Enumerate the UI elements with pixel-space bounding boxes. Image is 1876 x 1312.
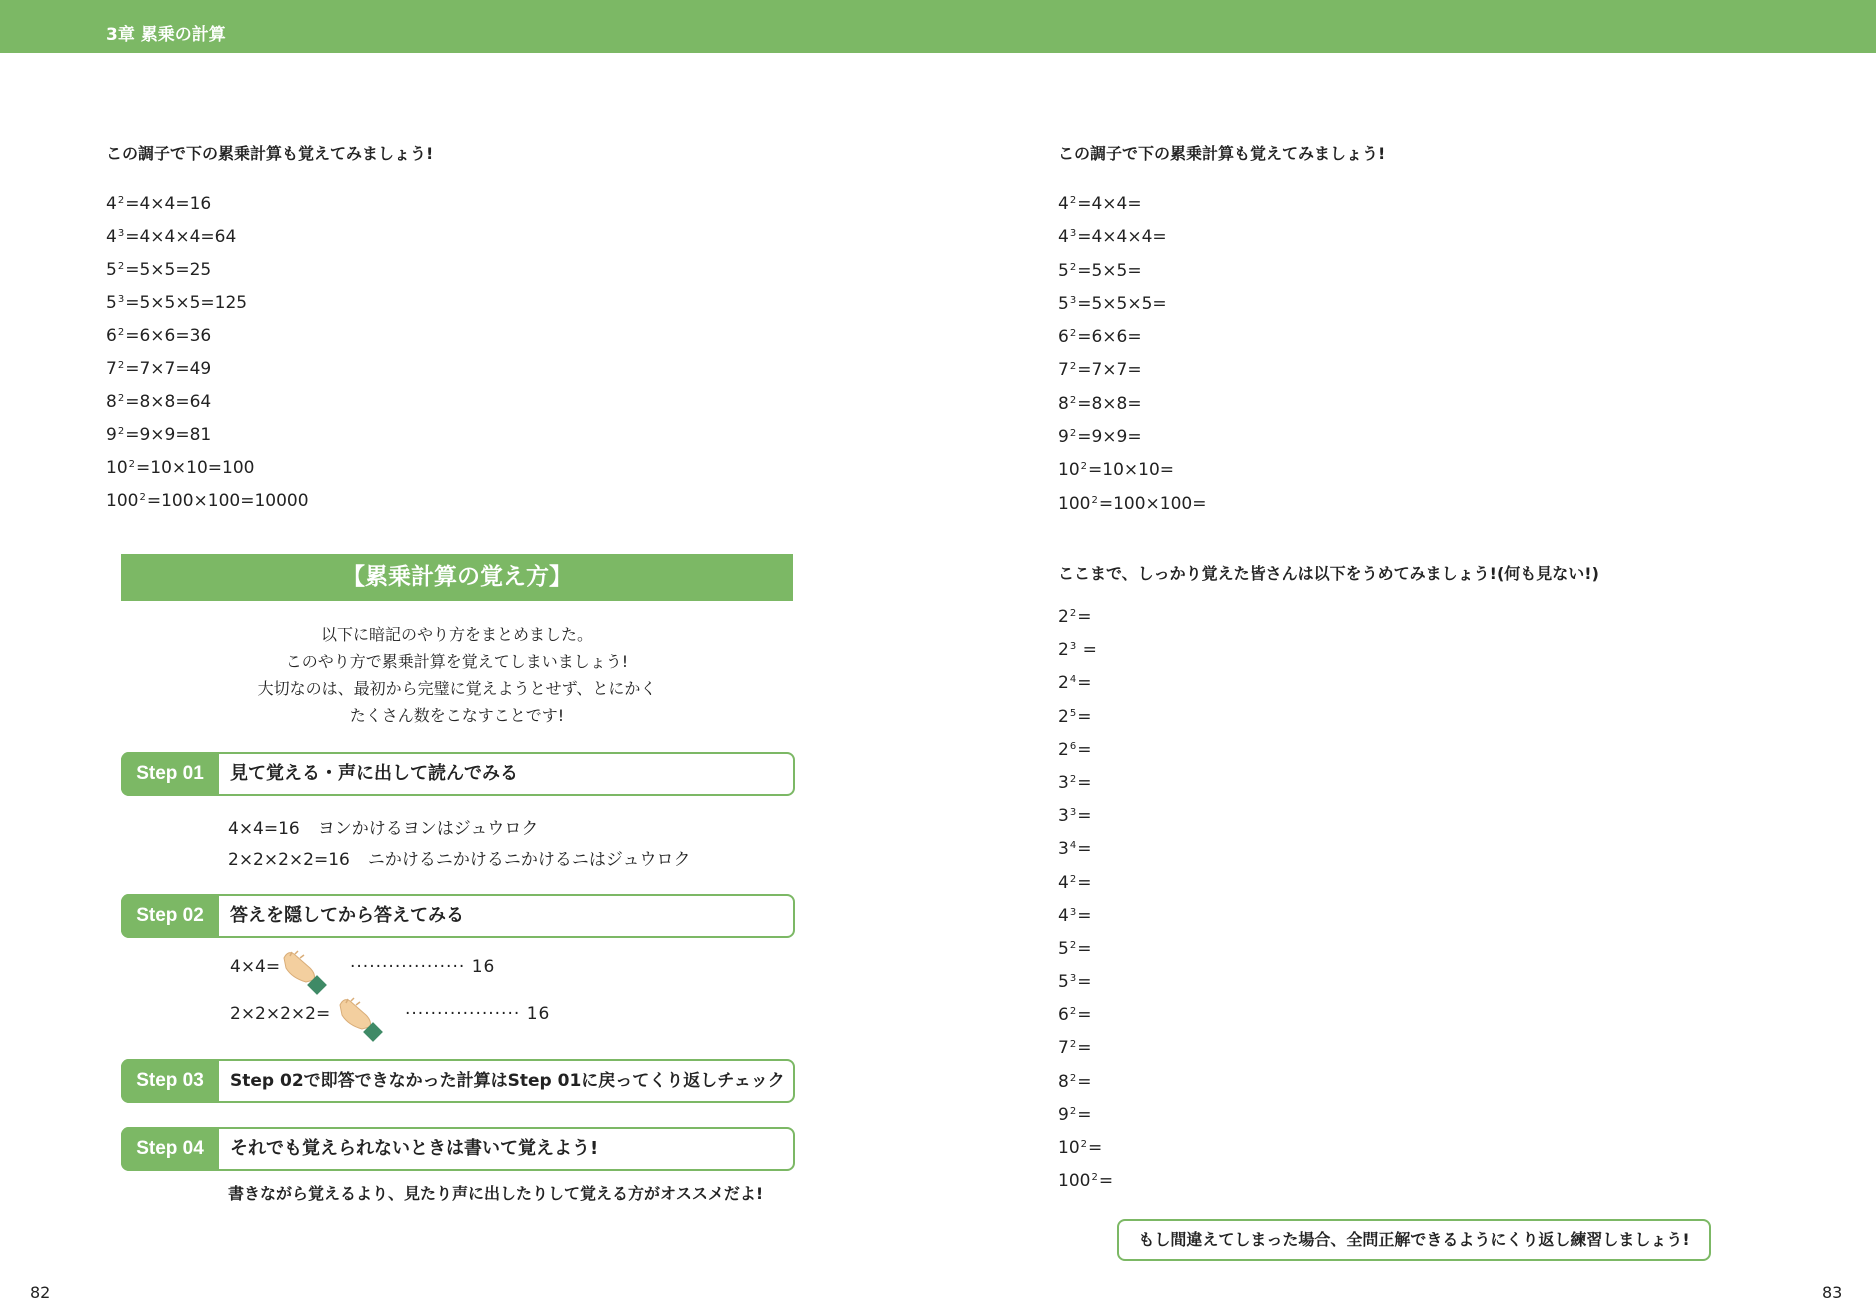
quiz-row: $3^2=$: [1058, 772, 1092, 793]
quiz-row: $4^2=$: [1058, 872, 1092, 893]
equation-row: $8^2=8\times 8=64$: [106, 392, 212, 412]
worked-equations-list: [106, 184, 309, 514]
step-04-badge: Step 04: [121, 1127, 219, 1171]
page-number-left: 82: [30, 1283, 51, 1302]
step-01-title: 見て覚える・声に出して読んでみる: [230, 763, 518, 784]
step-02-badge: Step 02: [121, 894, 219, 938]
method-description: [121, 621, 793, 729]
equation-row: $4^2=4\times 4=16$: [106, 194, 212, 214]
quiz-row: $100^2=$: [1058, 1171, 1114, 1192]
equation-row: $5^2=5\times 5=25$: [106, 260, 212, 280]
step-01-box: [121, 752, 795, 796]
step-01-badge: Step 01: [121, 752, 219, 796]
practice-row: $4^2=4\times 4=$: [1058, 194, 1142, 214]
quiz-row: $3^3=$: [1058, 806, 1092, 827]
step-02-box: [121, 894, 795, 938]
step-01-example: 2×2×2×2=16 ニかけるニかけるニかけるニはジュウロク: [228, 850, 691, 870]
practice-row: $9^2=9\times 9=$: [1058, 427, 1142, 448]
hiding-hand-icon: [336, 995, 392, 1047]
equation-row: $7^2=7\times 7=49$: [106, 359, 212, 379]
equation-row: $10^2=10\times 10=100$: [106, 458, 255, 478]
hiding-hand-icon: [280, 948, 336, 1000]
equation-row: $4^3=4\times 4\times 4=64$: [106, 227, 237, 247]
practice-reminder-box: もし間違えてしまった場合、全問正解できるようにくり返し練習しましょう!: [1117, 1219, 1711, 1261]
chapter-title: 3章 累乗の計算: [106, 25, 226, 45]
step-02-leader-dots: ·················· 16: [405, 1004, 551, 1024]
right-intro-text: この調子で下の累乗計算も覚えてみましょう!: [1058, 144, 1386, 163]
method-line: このやり方で累乗計算を覚えてしまいましょう!: [285, 652, 629, 671]
practice-row: $100^2=100\times 100=$: [1058, 493, 1207, 514]
quiz-row: $7^2=$: [1058, 1038, 1092, 1059]
practice-row: $6^2=6\times 6=$: [1058, 327, 1142, 348]
quiz-list: [1058, 597, 1113, 1194]
equation-row: $9^2=9\times 9=81$: [106, 425, 212, 445]
step-02-example-expr: 2×2×2×2=: [230, 1004, 331, 1024]
quiz-row: $5^2=$: [1058, 938, 1092, 959]
method-line: 以下に暗記のやり方をまとめました。: [320, 625, 593, 644]
practice-row: $5^3=5\times 5\times 5=$: [1058, 293, 1167, 314]
step-02-leader-dots: ·················· 16: [350, 957, 496, 977]
memorization-section-title: 【累乗計算の覚え方】: [121, 554, 793, 601]
chapter-header-bar: [0, 0, 1876, 53]
quiz-row: $5^3=$: [1058, 972, 1092, 993]
quiz-row: $2^2=$: [1058, 607, 1092, 627]
quiz-row: $2^6=$: [1058, 739, 1092, 760]
quiz-row: $2^3$ =: [1058, 640, 1097, 661]
quiz-row: $4^3=$: [1058, 905, 1092, 926]
practice-row: $10^2=10\times 10=$: [1058, 460, 1175, 481]
practice-row: $4^3=4\times 4\times 4=$: [1058, 227, 1167, 248]
method-line: たくさん数をこなすことです!: [349, 706, 565, 725]
equation-row: $100^2=100\times 100=10000$: [106, 491, 309, 511]
quiz-row: $9^2=$: [1058, 1104, 1092, 1125]
step-03-badge: Step 03: [121, 1059, 219, 1103]
practice-row: $7^2=7\times 7=$: [1058, 360, 1142, 381]
left-intro-text: この調子で下の累乗計算も覚えてみましょう!: [106, 144, 434, 163]
step-04-note: 書きながら覚えるより、見たり声に出したりして覚える方がオススメだよ!: [228, 1184, 764, 1203]
quiz-row: $10^2=$: [1058, 1138, 1103, 1158]
method-line: 大切なのは、最初から完璧に覚えようとせず、とにかく: [257, 679, 657, 698]
step-02-example-expr: 4×4=: [230, 957, 281, 977]
quiz-intro-text: ここまで、しっかり覚えた皆さんは以下をうめてみましょう!(何も見ない!): [1058, 564, 1599, 583]
step-03-title: Step 02で即答できなかった計算はStep 01に戻ってくり返しチェック: [230, 1071, 785, 1091]
quiz-row: $6^2=$: [1058, 1005, 1092, 1026]
quiz-row: $3^4=$: [1058, 839, 1092, 860]
step-01-example: 4×4=16 ヨンかけるヨンはジュウロク: [228, 819, 539, 839]
practice-row: $8^2=8\times 8=$: [1058, 393, 1142, 414]
equation-row: $6^2=6\times 6=36$: [106, 326, 212, 346]
practice-row: $5^2=5\times 5=$: [1058, 260, 1142, 281]
step-04-box: [121, 1127, 795, 1171]
step-02-title: 答えを隠してから答えてみる: [230, 905, 464, 926]
page-number-right: 83: [1822, 1283, 1843, 1302]
quiz-row: $8^2=$: [1058, 1071, 1092, 1092]
equation-row: $5^3=5\times 5\times 5=125$: [106, 293, 248, 313]
step-03-box: [121, 1059, 795, 1103]
quiz-row: $2^4=$: [1058, 673, 1092, 694]
practice-equations-list: [1058, 184, 1206, 517]
step-04-title: それでも覚えられないときは書いて覚えよう!: [230, 1138, 599, 1159]
quiz-row: $2^5=$: [1058, 706, 1092, 727]
